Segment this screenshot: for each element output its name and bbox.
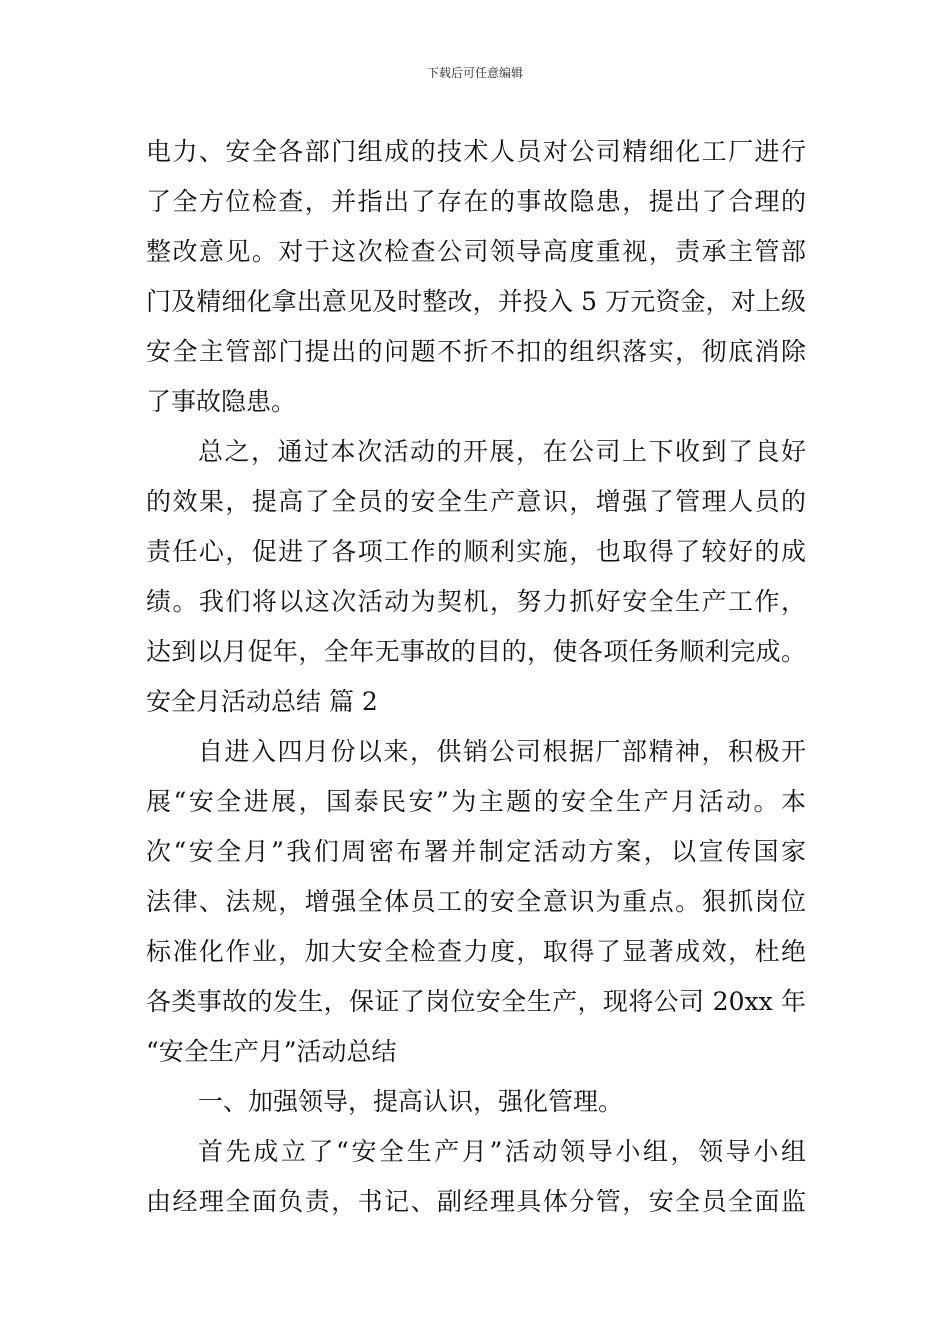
paragraph-line: 了全方位检查，并指出了存在的事故隐患，提出了合理的 [146,187,806,216]
page-header: 下载后可任意编辑 [426,66,523,80]
paragraph-line: 展“安全进展，国泰民安”为主题的安全生产月活动。本 [146,787,806,816]
paragraph-line: “安全生产月”活动总结 [146,1037,397,1066]
paragraph-line: 了事故隐患。 [146,387,297,416]
paragraph-line: 由经理全面负责，书记、副经理具体分管，安全员全面监 [146,1187,806,1216]
paragraph-line: 电力、安全各部门组成的技术人员对公司精细化工厂进行 [146,137,806,166]
paragraph-line: 法律、法规，增强全体员工的安全意识为重点。狠抓岗位 [146,887,806,916]
paragraph-line: 首先成立了“安全生产月”活动领导小组，领导小组 [198,1137,806,1166]
paragraph-line: 标准化作业，加大安全检查力度，取得了显著成效，杜绝 [146,937,806,966]
paragraph-line: 达到以月促年，全年无事故的目的，使各项任务顺利完成。 [146,637,806,666]
paragraph-line: 门及精细化拿出意见及时整改，并投入 5 万元资金，对上级 [146,287,806,316]
paragraph-line: 各类事故的发生，保证了岗位安全生产，现将公司 20xx 年 [146,987,806,1016]
paragraph-line: 自进入四月份以来，供销公司根据厂部精神，积极开 [198,737,806,766]
paragraph-line: 安全主管部门提出的问题不折不扣的组织落实，彻底消除 [146,337,806,366]
paragraph-line: 整改意见。对于这次检查公司领导高度重视，责承主管部 [146,237,806,266]
paragraph-line: 总之，通过本次活动的开展，在公司上下收到了良好 [198,437,806,466]
paragraph-line: 的效果，提高了全员的安全生产意识，增强了管理人员的 [146,487,806,516]
paragraph-line: 责任心，促进了各项工作的顺利实施，也取得了较好的成 [146,537,806,566]
subsection-heading: 一、加强领导，提高认识，强化管理。 [198,1087,624,1116]
section-heading: 安全月活动总结 篇 2 [146,687,378,716]
paragraph-line: 绩。我们将以这次活动为契机，努力抓好安全生产工作， [146,587,806,616]
paragraph-line: 次“安全月”我们周密布署并制定活动方案，以宣传国家 [146,837,806,866]
